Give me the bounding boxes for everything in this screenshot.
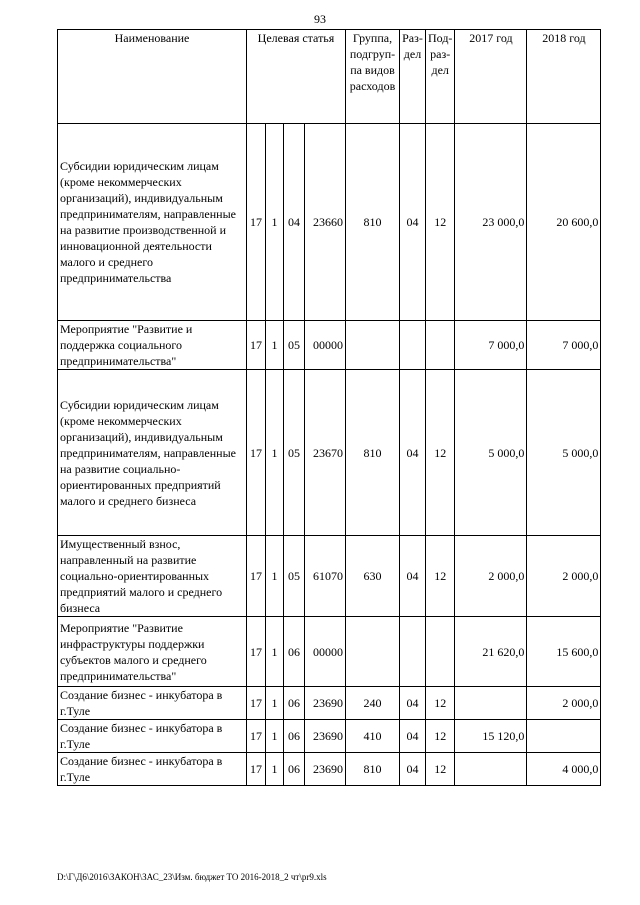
cell-y2018: 5 000,0 xyxy=(527,370,601,536)
cell-y2017: 23 000,0 xyxy=(455,124,527,321)
cell-p4: 00000 xyxy=(305,617,346,687)
cell-p1: 17 xyxy=(247,687,266,720)
cell-p2: 1 xyxy=(266,753,284,786)
cell-p2: 1 xyxy=(266,370,284,536)
header-2017: 2017 год xyxy=(455,30,527,124)
cell-p4: 61070 xyxy=(305,536,346,617)
cell-p2: 1 xyxy=(266,536,284,617)
cell-p4: 23660 xyxy=(305,124,346,321)
cell-p3: 05 xyxy=(284,536,305,617)
cell-name: Создание бизнес - инкубатора в г.Туле xyxy=(58,687,247,720)
cell-y2017: 5 000,0 xyxy=(455,370,527,536)
header-2018: 2018 год xyxy=(527,30,601,124)
cell-subsection: 12 xyxy=(426,536,455,617)
cell-section xyxy=(400,617,426,687)
cell-p3: 06 xyxy=(284,720,305,753)
cell-y2018 xyxy=(527,720,601,753)
cell-name: Имущественный взнос, направленный на развитие социально-ориентированных предприятий малого и среднего бизнеса xyxy=(58,536,247,617)
cell-group: 240 xyxy=(346,687,400,720)
table-row xyxy=(58,536,601,617)
budget-table xyxy=(57,29,601,786)
cell-p4: 23690 xyxy=(305,687,346,720)
cell-y2017: 15 120,0 xyxy=(455,720,527,753)
cell-p1: 17 xyxy=(247,617,266,687)
cell-p1: 17 xyxy=(247,536,266,617)
cell-p1: 17 xyxy=(247,720,266,753)
cell-y2018: 2 000,0 xyxy=(527,536,601,617)
cell-p1: 17 xyxy=(247,753,266,786)
header-name: Наименование xyxy=(58,30,247,124)
cell-group: 810 xyxy=(346,753,400,786)
cell-group xyxy=(346,617,400,687)
table-row xyxy=(58,687,601,720)
cell-y2018: 7 000,0 xyxy=(527,321,601,370)
cell-p3: 06 xyxy=(284,687,305,720)
cell-section: 04 xyxy=(400,720,426,753)
cell-name: Субсидии юридическим лицам (кроме некоммерческих организаций), индивидуальным предпринимателям, направленные на развитие производственной и инновационной деятельности малого и среднего предпринимательства xyxy=(58,124,247,321)
cell-p2: 1 xyxy=(266,321,284,370)
cell-section: 04 xyxy=(400,687,426,720)
table-row xyxy=(58,617,601,687)
cell-section: 04 xyxy=(400,124,426,321)
cell-name: Мероприятие "Развитие и поддержка социального предпринимательства" xyxy=(58,321,247,370)
cell-p2: 1 xyxy=(266,617,284,687)
cell-section: 04 xyxy=(400,370,426,536)
cell-subsection: 12 xyxy=(426,720,455,753)
page-number: 93 xyxy=(314,12,326,26)
file-path-footer: D:\Г\Д6\2016\ЗАКОН\ЗАС_23\Изм. бюджет ТО 2016-2018_2 чт\pr9.xls xyxy=(57,872,327,882)
cell-name: Мероприятие "Развитие инфраструктуры поддержки субъектов малого и среднего предпринимательства" xyxy=(58,617,247,687)
cell-y2017 xyxy=(455,687,527,720)
cell-y2017: 21 620,0 xyxy=(455,617,527,687)
cell-p3: 06 xyxy=(284,617,305,687)
cell-y2018: 2 000,0 xyxy=(527,687,601,720)
cell-section: 04 xyxy=(400,753,426,786)
cell-p1: 17 xyxy=(247,321,266,370)
header-subsection: Под-раз-дел xyxy=(426,30,455,124)
cell-section: 04 xyxy=(400,536,426,617)
cell-subsection xyxy=(426,321,455,370)
cell-p4: 23690 xyxy=(305,753,346,786)
cell-name: Субсидии юридическим лицам (кроме некоммерческих организаций), индивидуальным предпринимателям, направленные на развитие социально-ориентированных предприятий малого и среднего бизнеса xyxy=(58,370,247,536)
cell-p3: 05 xyxy=(284,370,305,536)
cell-y2017 xyxy=(455,753,527,786)
table-row xyxy=(58,720,601,753)
header-target: Целевая статья xyxy=(247,30,346,124)
cell-p2: 1 xyxy=(266,687,284,720)
cell-name: Создание бизнес - инкубатора в г.Туле xyxy=(58,753,247,786)
cell-subsection: 12 xyxy=(426,753,455,786)
cell-p2: 1 xyxy=(266,720,284,753)
cell-group: 630 xyxy=(346,536,400,617)
table-row xyxy=(58,753,601,786)
cell-y2017: 7 000,0 xyxy=(455,321,527,370)
cell-p4: 23690 xyxy=(305,720,346,753)
cell-group: 810 xyxy=(346,124,400,321)
cell-p2: 1 xyxy=(266,124,284,321)
cell-group xyxy=(346,321,400,370)
header-group: Группа, подгруп-па видов расходов xyxy=(346,30,400,124)
header-section: Раз-дел xyxy=(400,30,426,124)
cell-section xyxy=(400,321,426,370)
cell-subsection xyxy=(426,617,455,687)
cell-p3: 04 xyxy=(284,124,305,321)
cell-p3: 05 xyxy=(284,321,305,370)
cell-subsection: 12 xyxy=(426,687,455,720)
cell-y2018: 15 600,0 xyxy=(527,617,601,687)
table-row xyxy=(58,321,601,370)
cell-p4: 23670 xyxy=(305,370,346,536)
table-row xyxy=(58,370,601,536)
cell-subsection: 12 xyxy=(426,370,455,536)
cell-p1: 17 xyxy=(247,124,266,321)
cell-group: 810 xyxy=(346,370,400,536)
cell-subsection: 12 xyxy=(426,124,455,321)
cell-p4: 00000 xyxy=(305,321,346,370)
cell-p3: 06 xyxy=(284,753,305,786)
cell-y2018: 4 000,0 xyxy=(527,753,601,786)
cell-y2018: 20 600,0 xyxy=(527,124,601,321)
table-row xyxy=(58,124,601,321)
cell-y2017: 2 000,0 xyxy=(455,536,527,617)
cell-group: 410 xyxy=(346,720,400,753)
header-row xyxy=(58,30,601,124)
cell-p1: 17 xyxy=(247,370,266,536)
cell-name: Создание бизнес - инкубатора в г.Туле xyxy=(58,720,247,753)
